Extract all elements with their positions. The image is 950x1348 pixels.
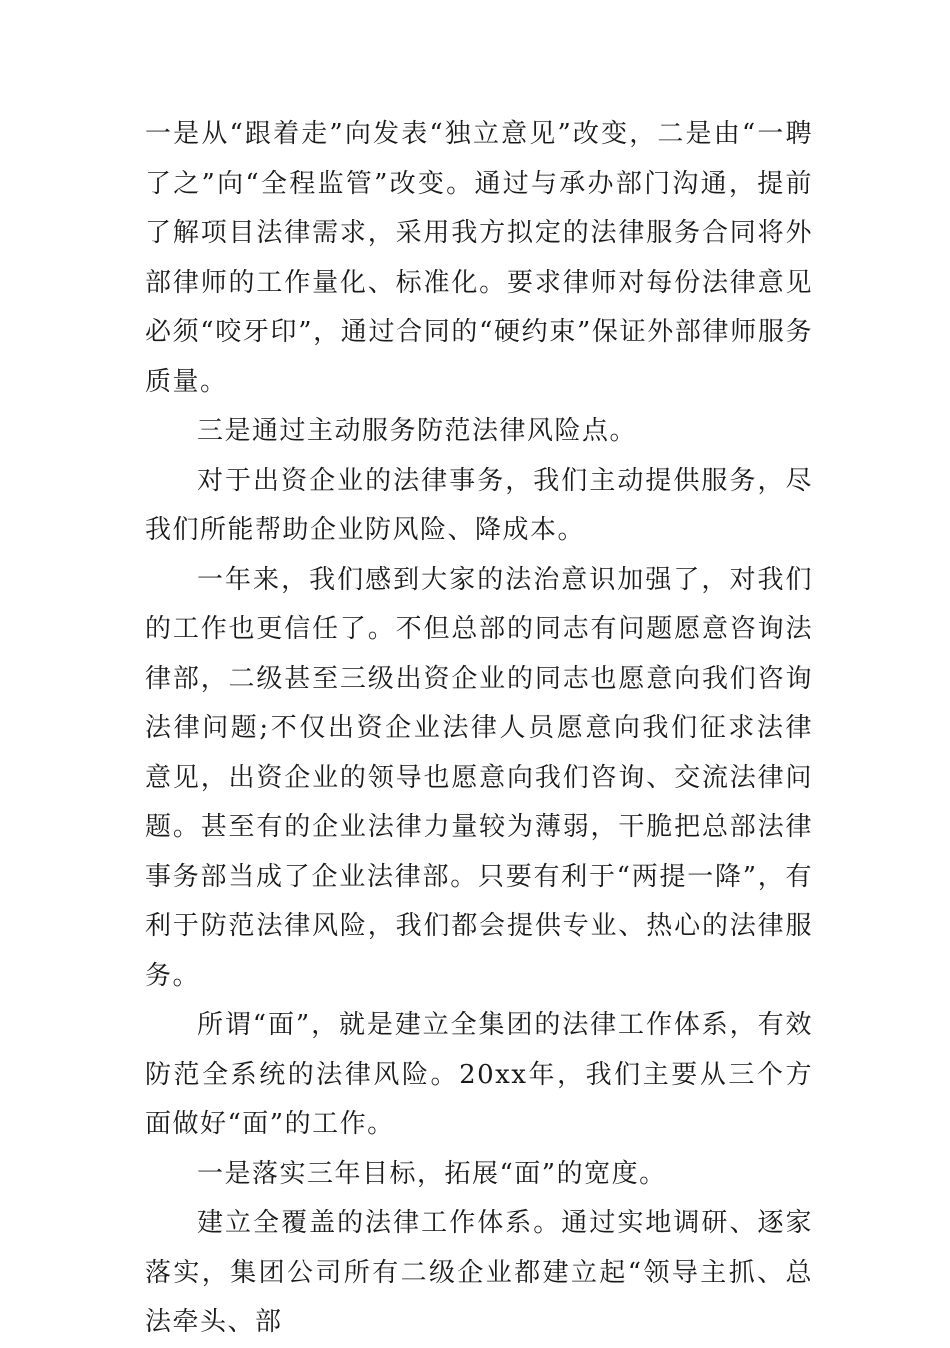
paragraph-continuation: 一是从“跟着走”向发表“独立意见”改变，二是由“一聘了之”向“全程监管”改变。通过与承办部门沟通，提前了解项目法律需求，采用我方拟定的法律服务合同将外部律师的工作量化、标准化。要求律师对每份法律意见必须“咬牙印”，通过合同的“硬约束”保证外部律师服务质量。 [145, 119, 813, 397]
paragraph-heading-point-one: 一是落实三年目标，拓展“面”的宽度。 [197, 1158, 667, 1189]
document-body [145, 110, 813, 1348]
paragraph: 建立全覆盖的法律工作体系。通过实地调研、逐家落实，集团公司所有二级企业都建立起“领导主抓、总法牵头、部 [145, 1208, 813, 1337]
paragraph: 所谓“面”，就是建立全集团的法律工作体系，有效防范全系统的法律风险。20xx年，我们主要从三个方面做好“面”的工作。 [145, 1010, 813, 1139]
paragraph: 一年来，我们感到大家的法治意识加强了，对我们的工作也更信任了。不但总部的同志有问题愿意咨询法律部，二级甚至三级出资企业的同志也愿意向我们咨询法律问题;不仅出资企业法律人员愿意向我们征求法律意见，出资企业的领导也愿意向我们咨询、交流法律问题。甚至有的企业法律力量较为薄弱，干脆把总部法律事务部当成了企业法律部。只要有利于“两提一降”，有利于防范法律风险，我们都会提供专业、热心的法律服务。 [145, 564, 813, 991]
paragraph: 对于出资企业的法律事务，我们主动提供服务，尽我们所能帮助企业防风险、降成本。 [145, 465, 813, 545]
paragraph-heading-point-three: 三是通过主动服务防范法律风险点。 [197, 416, 638, 446]
